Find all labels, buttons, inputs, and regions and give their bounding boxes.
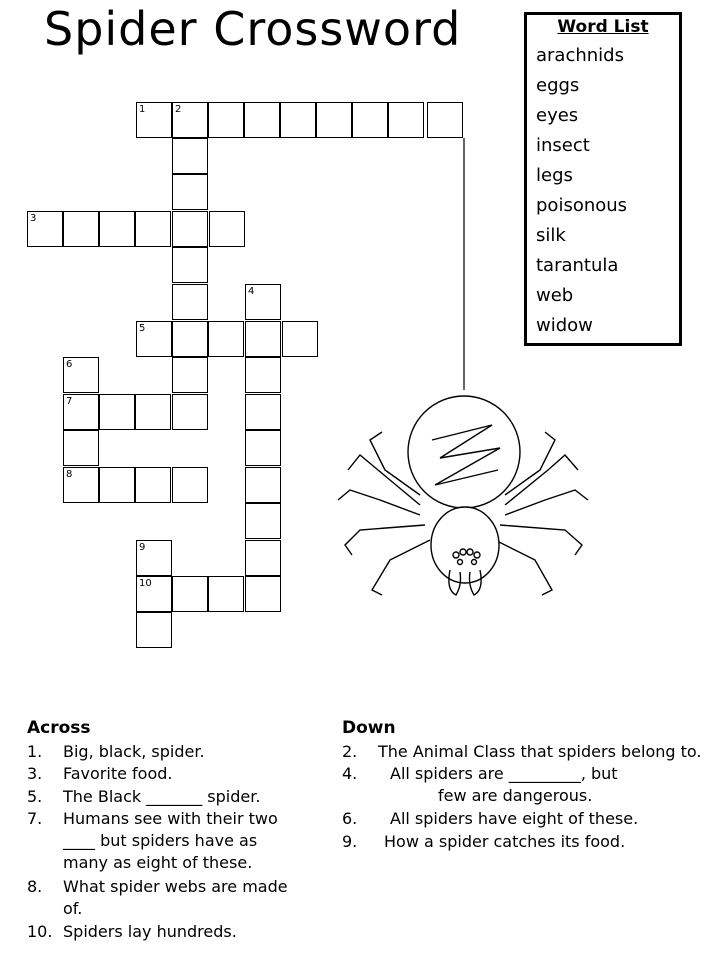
word-list-item: eggs	[536, 75, 580, 96]
crossword-cell[interactable]	[99, 394, 135, 430]
crossword-cell[interactable]	[172, 211, 208, 247]
down-heading: Down	[342, 718, 396, 738]
crossword-cell[interactable]	[208, 321, 244, 357]
word-list-item: insect	[536, 135, 590, 156]
word-list-item: widow	[536, 315, 593, 336]
clue-text: Big, black, spider.	[63, 742, 205, 761]
crossword-cell[interactable]	[172, 321, 208, 357]
crossword-cell[interactable]	[27, 211, 63, 247]
clue-number: 2	[175, 104, 182, 115]
word-list-item: silk	[536, 225, 566, 246]
crossword-cell[interactable]	[136, 540, 172, 576]
clue-number: 8	[66, 469, 73, 480]
crossword-cell[interactable]	[135, 211, 171, 247]
clue-number: 3	[30, 213, 37, 224]
across-clue	[27, 876, 327, 920]
crossword-cell[interactable]	[209, 211, 245, 247]
clue-text: many as eight of these.	[63, 853, 253, 872]
clue-num: 6.	[342, 809, 358, 828]
clue-text: What spider webs are made	[63, 877, 288, 896]
across-clue	[27, 921, 327, 943]
clue-number: 9	[139, 542, 146, 553]
crossword-cell[interactable]	[136, 612, 172, 648]
crossword-cell[interactable]	[245, 503, 281, 539]
crossword-cell[interactable]	[172, 174, 208, 210]
crossword-cell[interactable]	[136, 576, 172, 612]
crossword-cell[interactable]	[208, 102, 244, 138]
clue-number: 6	[66, 359, 73, 370]
clue-text: few are dangerous.	[438, 786, 593, 805]
clue-text: Favorite food.	[63, 764, 173, 783]
clue-num: 9.	[342, 832, 358, 851]
crossword-cell[interactable]	[135, 467, 171, 503]
crossword-cell[interactable]	[172, 247, 208, 283]
clue-num: 10.	[27, 922, 53, 941]
clue-text: The Animal Class that spiders belong to.	[378, 742, 702, 761]
down-clue	[342, 808, 720, 830]
clue-text: The Black _______ spider.	[63, 787, 261, 806]
across-clue	[27, 763, 327, 785]
clue-text: All spiders have eight of these.	[390, 809, 639, 828]
down-clue	[342, 741, 720, 763]
crossword-cell[interactable]	[99, 211, 135, 247]
crossword-cell[interactable]	[172, 467, 208, 503]
clue-number: 7	[66, 396, 73, 407]
clue-text: Spiders lay hundreds.	[63, 922, 237, 941]
clue-num: 7.	[27, 809, 43, 828]
crossword-cell[interactable]	[63, 430, 99, 466]
page-title: Spider Crossword	[44, 2, 462, 56]
clue-number: 1	[139, 104, 146, 115]
across-clue	[27, 786, 327, 808]
crossword-cell[interactable]	[245, 321, 281, 357]
crossword-cell[interactable]	[172, 138, 208, 174]
word-list-heading: Word List	[557, 17, 649, 37]
clue-text: ____ but spiders have as	[63, 831, 258, 850]
crossword-cell[interactable]	[63, 394, 99, 430]
clue-num: 1.	[27, 742, 43, 761]
crossword-cell[interactable]	[245, 576, 281, 612]
word-list-item: legs	[536, 165, 573, 186]
clue-number: 10	[139, 578, 152, 589]
crossword-cell[interactable]	[352, 102, 388, 138]
clue-text: Humans see with their two	[63, 809, 278, 828]
crossword-cell[interactable]	[135, 394, 171, 430]
crossword-cell[interactable]	[63, 357, 99, 393]
crossword-cell[interactable]	[245, 540, 281, 576]
crossword-cell[interactable]	[245, 430, 281, 466]
clue-text: How a spider catches its food.	[384, 832, 626, 851]
crossword-cell[interactable]	[245, 284, 281, 320]
crossword-cell[interactable]	[245, 467, 281, 503]
clue-text: of.	[63, 899, 83, 918]
word-list-item: poisonous	[536, 195, 628, 216]
crossword-cell[interactable]	[136, 321, 172, 357]
clue-num: 4.	[342, 764, 358, 783]
word-list-item: arachnids	[536, 45, 624, 66]
crossword-cell[interactable]	[63, 467, 99, 503]
crossword-cell[interactable]	[245, 394, 281, 430]
crossword-cell[interactable]	[282, 321, 318, 357]
across-clue	[27, 808, 327, 874]
crossword-cell[interactable]	[99, 467, 135, 503]
crossword-cell[interactable]	[316, 102, 352, 138]
crossword-cell[interactable]	[427, 102, 463, 138]
crossword-cell[interactable]	[136, 102, 172, 138]
across-heading: Across	[27, 718, 91, 738]
clue-num: 3.	[27, 764, 43, 783]
crossword-cell[interactable]	[172, 394, 208, 430]
crossword-cell[interactable]	[172, 102, 208, 138]
down-clue	[342, 831, 720, 853]
crossword-cell[interactable]	[280, 102, 316, 138]
down-clue	[342, 763, 720, 807]
across-clue	[27, 741, 327, 763]
word-list-item: tarantula	[536, 255, 619, 276]
clue-number: 5	[139, 323, 146, 334]
crossword-cell[interactable]	[244, 102, 280, 138]
crossword-cell[interactable]	[208, 576, 244, 612]
clue-num: 8.	[27, 877, 43, 896]
crossword-cell[interactable]	[172, 357, 208, 393]
clue-num: 5.	[27, 787, 43, 806]
crossword-cell[interactable]	[172, 576, 208, 612]
clue-num: 2.	[342, 742, 358, 761]
crossword-cell[interactable]	[245, 357, 281, 393]
crossword-cell[interactable]	[63, 211, 99, 247]
clue-text: All spiders are _________, but	[390, 764, 618, 783]
word-list-item: web	[536, 285, 574, 306]
crossword-cell[interactable]	[172, 284, 208, 320]
clue-number: 4	[248, 286, 255, 297]
crossword-cell[interactable]	[388, 102, 424, 138]
word-list-item: eyes	[536, 105, 579, 126]
